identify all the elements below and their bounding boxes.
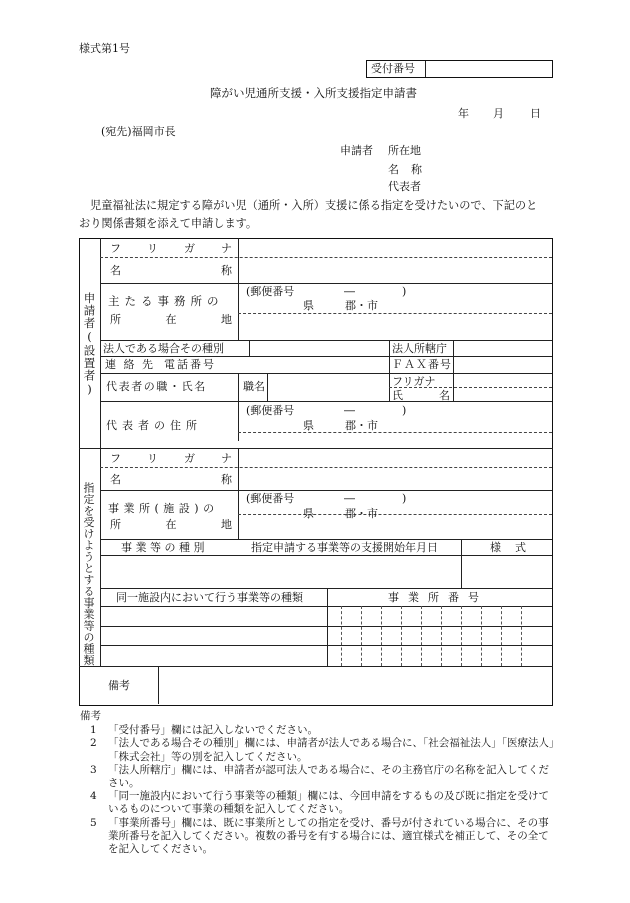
note-item: 4 「同一施設内において行う事業等の種類」欄には、今回申請をするもの及び既に指定を受けているものについて事業の種類を記入してください。 <box>90 790 549 816</box>
rep-address-label: 代表者の住所 <box>106 419 202 432</box>
prefecture-label: 県 <box>303 299 314 312</box>
postal-dash: ― <box>344 285 355 298</box>
note-item: 1 「受付番号」欄には記入しないでください。 <box>90 724 318 737</box>
applicant-representative-label: 代表者 <box>388 180 421 193</box>
receipt-number-label: 受付番号 <box>371 62 415 75</box>
same-facility-header: 同一施設内において行う事業等の種類 <box>116 591 303 604</box>
notes-heading: 備考 <box>80 710 101 722</box>
contact-label: 連 絡 先 <box>105 358 153 371</box>
rep-prefecture-label: 県 <box>303 419 314 432</box>
rep-title-name-label: 代表者の職・氏名 <box>106 380 207 393</box>
business-type-header: 事業等の種別 <box>121 541 208 554</box>
facility-location-label-2: 所 在 地 <box>110 518 232 531</box>
rep-postal-close: ) <box>402 404 407 417</box>
main-office-label-1: 主たる事務所の <box>108 294 224 308</box>
facility-county-city-label: 郡・市 <box>345 507 378 520</box>
county-city-label: 郡・市 <box>345 299 378 312</box>
receipt-number-box <box>366 60 553 78</box>
note-item: 2 「法人である場合その種別」欄には、申請者が法人である場合に、「社会福祉法人」「医療法人」「株式会社」等の別を記入してください。 <box>90 737 555 763</box>
start-date-header: 指定申請する事業等の支援開始年月日 <box>251 541 438 554</box>
rep-postal-dash: ― <box>344 404 355 417</box>
applicant-location-label: 所在地 <box>388 144 421 157</box>
corp-type-label: 法人である場合その種別 <box>103 342 224 355</box>
facility-name-label: 名 称 <box>110 473 232 486</box>
office-number-header: 事業所番号 <box>388 591 488 604</box>
note-item: 3 「法人所轄庁」欄には、申請者が認可法人である場合に、その主務官庁の名称を記入してください。 <box>90 763 549 790</box>
notes-section <box>80 710 555 856</box>
fax-label: ＦＡＸ番号 <box>392 358 452 371</box>
intro-line-2: おり関係書類を添えて申請します。 <box>79 217 258 230</box>
applicant-name-label: 名 称 <box>388 163 422 176</box>
position-label: 職 名 <box>243 380 265 393</box>
furigana-label: フ リ ガ ナ <box>110 242 232 255</box>
main-office-label-2: 所 在 地 <box>110 313 232 326</box>
facility-location-label-1: 事業所(施設)の <box>108 502 219 515</box>
form-number: 様式第1号 <box>79 42 130 55</box>
facility-postal-close: ) <box>402 492 407 505</box>
note-item: 5 「事業所番号」欄には、既に事業所としての指定を受け、番号が付されている場合に、その事業所番号を記入してください。複数の番号を有する場合には、適宜様式を補正して、その全てを記入してください。 <box>90 816 549 856</box>
remarks-label: 備考 <box>108 679 130 692</box>
rep-county-city-label: 郡・市 <box>345 419 378 432</box>
applicant-label: 申請者 <box>340 144 373 157</box>
facility-postal-label: (郵便番号 <box>246 492 295 505</box>
section-applicant-label: 申請者(設置者) <box>82 292 97 397</box>
postal-label: (郵便番号 <box>246 285 295 298</box>
rep-furigana-label: フリガナ <box>392 375 436 388</box>
corp-office-label: 法人所轄庁 <box>392 342 447 355</box>
facility-furigana-label: フ リ ガ ナ <box>110 452 232 465</box>
receipt-number-field[interactable] <box>429 63 547 75</box>
phone-label: 電話番号 <box>164 358 216 371</box>
section-business-label: 指定を受けようとする事業等の種類 <box>82 482 95 666</box>
rep-postal-label: (郵便番号 <box>246 404 295 417</box>
date-year: 年 <box>458 107 469 120</box>
rep-full-name-label: 氏 名 <box>392 389 450 402</box>
facility-postal-dash: ― <box>344 492 355 505</box>
facility-prefecture-label: 県 <box>303 507 314 520</box>
date-month: 月 <box>493 107 504 120</box>
addressee: (宛先)福岡市長 <box>101 125 176 138</box>
date-day: 日 <box>530 107 541 120</box>
form-style-header: 様式 <box>490 541 540 554</box>
postal-close: ) <box>402 285 407 298</box>
name-label: 名 称 <box>110 264 232 277</box>
document-title: 障がい児通所支援・入所支援指定申請書 <box>210 86 417 100</box>
intro-line-1: 児童福祉法に規定する障がい児（通所・入所）支援に係る指定を受けたいので、下記のと <box>90 199 538 212</box>
